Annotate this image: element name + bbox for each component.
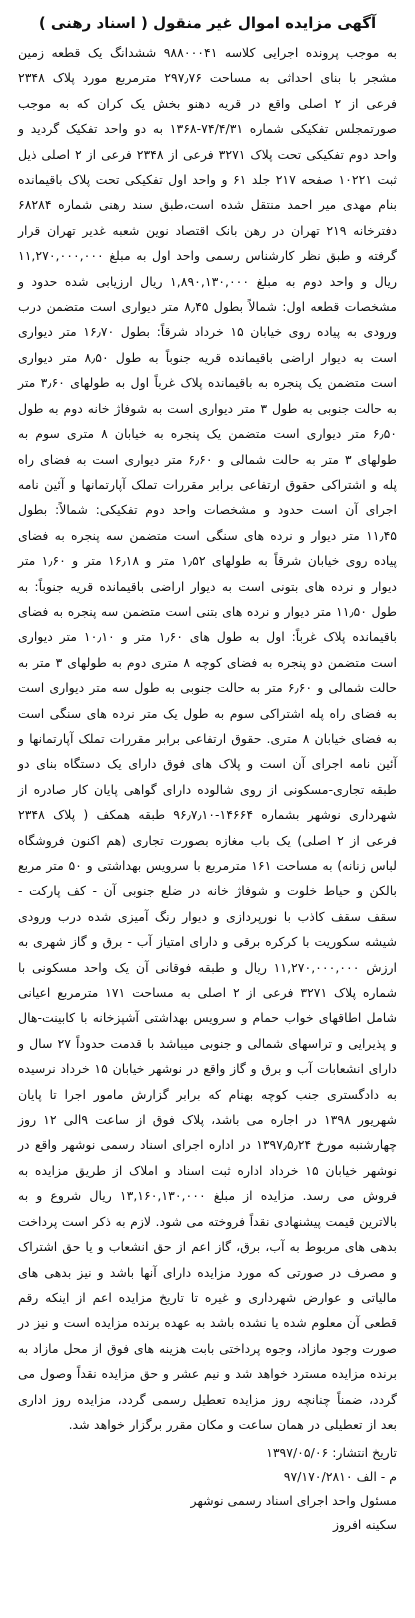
publish-date: تاریخ انتشار: ۱۳۹۷/۰۵/۰۶: [266, 1445, 397, 1461]
notice-footer: [18, 1441, 397, 1537]
reference-number: م - الف ۹۷/۱۷۰/۲۸۱۰: [283, 1469, 397, 1485]
official-name: سکینه افروز: [332, 1517, 397, 1533]
official-title: مسئول واحد اجرای اسناد رسمی نوشهر: [190, 1493, 397, 1509]
notice-title: آگهی مزایده اموال غیر منقول ( اسناد رهنی ): [38, 14, 377, 32]
notice-body: به موجب پرونده اجرایی کلاسه ۹۸۸۰۰۰۴۱ ششدانگ یک قطعه زمین مشجر با بنای احداثی به مساحت ۲۹۷٫۷۶ مترمربع مورد پلاک ۲۳۴۸ فرعی از ۲ اصلی واقع در قریه دهنو بخش یک کران که به موجب صورتمجلس تفکیکی شماره ۷۴/۴/۳۱-۱۳۶۸ به دو واحد تفکیک گردید و واحد دوم تفکیکی تحت پلاک ۳۲۷۱ فرعی از ۲۳۴۸ فرعی از ۲ اصلی ذیل ثبت ۱۰۲۲۱ صفحه ۲۱۷ جلد ۶۱ و واحد اول تفکیکی تحت پلاک باقیمانده بنام مهدی میر احمد منتقل شده است،طبق سند رهنی شماره ۶۸۲۸۴ دفترخانه ۲۱۹ تهران در رهن بانک اقتصاد نوین شعبه غدیر تهران قرار گرفته و طبق نظر کارشناس رسمی واحد اول به مبلغ ۱۱,۲۷۰,۰۰۰,۰۰۰ ریال و واحد دوم به مبلغ ۱,۸۹۰,۱۳۰,۰۰۰ ریال ارزیابی شده حدود و مشخصات قطعه اول: شمالاً بطول ۸٫۴۵ متر دیواری است متضمن درب ورودی به پیاده روی خیابان ۱۵ خرداد شرقاً: بطول ۱۶٫۷۰ متر دیواری است به دیوار اراضی باقیمانده قریه جنوباً به طول ۸٫۵۰ متر دیواری است متضمن یک پنجره به باقیمانده پلاک غرباً اول به طولهای ۳٫۶۰ متر به حالت جنوبی به طول ۳ متر دیواری است به شوفاژ خانه دوم به طول ۶٫۵۰ متر دیواری است متضمن یک پنجره به خیابان ۸ متری سوم به طولهای ۳ متر به حالت شمالی و ۶٫۶۰ متر دیواری است به فضای راه پله و اشتراکی حقوق ارتفاعی برابر مقررات تملک آپارتمانها و آئین نامه اجرای آن است حدود و مشخصات واحد دوم تفکیکی: شمالاً: بطول ۱۱٫۴۵ متر دیوار و نرده های سنگی است متضمن سه پنجره به فضای پیاده روی خیابان شرقاً به طولهای ۱٫۵۲ متر و ۱۶٫۱۸ متر و ۱٫۶۰ متر دیوار و نرده های بتونی است به دیوار اراضی باقیمانده قریه جنوباً: به طول ۱۱٫۵۰ متر دیوار و نرده های بتنی است متضمن سه پنجره به فضای باقیمانده پلاک غرباً: اول به طول های ۱٫۶۰ متر و ۱۰٫۱۰ متر دیواری است متضمن دو پنجره به فضای کوچه ۸ متری دوم به طولهای ۳ متر به حالت شمالی و ۶٫۶۰ متر به حالت جنوبی به طول سه متر دیواری است به فضای راه پله اشتراکی سوم به طول یک متر نرده های سنگی است به فضای خیابان ۸ متری. حقوق ارتفاعی برابر مقررات تملک آپارتمانها و آئین نامه اجرای آن است و پلاک های فوق دارای یک دستگاه بنای دو طبقه تجاری-مسکونی از روی شالوده دارای گواهی پایان کار صادره از شهرداری نوشهر بشماره ۱۴۶۶۴-۹۶٫۷٫۱۰ طبقه همکف ( پلاک ۲۳۴۸ فرعی از ۲ اصلی) یک باب مغازه بصورت تجاری (هم اکنون فروشگاه لباس زنانه) به مساحت ۱۶۱ مترمربع با سرویس بهداشتی و ۵۰ متر مربع بالکن و حیاط خلوت و شوفاژ خانه در ضلع جنوبی آن - کف پارکت - سقف سقف کاذب با نورپردازی و دیوار رنگ آمیزی شده درب ورودی شیشه سکوریت با کرکره برقی و دارای امتیاز آب - برق و گاز شهری به ارزش ۱۱,۲۷۰,۰۰۰,۰۰۰ ریال و طبقه فوقانی آن یک واحد مسکونی با شماره پلاک ۳۲۷۱ فرعی از ۲ اصلی به مساحت ۱۷۱ مترمربع اعیانی شامل اطاقهای خواب حمام و سرویس بهداشتی آشپزخانه با کابینت-هال و پذیرایی و تراسهای شمالی و جنوبی میباشد با قدمت حدوداً ۲۷ سال و دارای انشعابات آب و برق و گاز واقع در نوشهر خیابان ۱۵ خرداد نرسیده به دادگستری جنب کوچه بهنام که برابر گزارش مامور اجرا تا پایان شهریور ۱۳۹۸ در اجاره می باشد، پلاک فوق از ساعت ۹الی ۱۲ روز چهارشنبه مورخ ۱۳۹۷٫۵٫۲۴ در اداره اجرای اسناد رسمی نوشهر واقع در نوشهر خیابان ۱۵ خرداد اداره ثبت اسناد و املاک از طریق مزایده به فروش می رسد. مزایده از مبلغ ۱۳,۱۶۰,۱۳۰,۰۰۰ ریال شروع و به بالاترین قیمت پیشنهادی نقداً فروخته می شود. لازم به ذکر است پرداخت بدهی های مربوط به آب، برق، گاز اعم از حق انشعاب و یا حق اشتراک و مصرف در صورتی که مورد مزایده دارای آنها باشد و نیز بدهی های مالیاتی و عوارض شهرداری و غیره تا تاریخ مزایده اعم از اینکه رقم قطعی آن معلوم شده یا نشده باشد به عهده برنده مزایده است و نیز در صورت وجود مازاد، وجوه پرداختی بابت هزینه های فوق از محل مازاد به برنده مزایده مسترد خواهد شد و نیم عشر و حق مزایده نقداً وصول می گردد، ضمناً چنانچه روز مزایده تعطیل رسمی گردد، مزایده روز اداری بعد از تعطیلی در همان ساعت و مکان مقرر برگزار خواهد شد.: [17, 45, 398, 1432]
auction-notice: [8, 6, 407, 1612]
